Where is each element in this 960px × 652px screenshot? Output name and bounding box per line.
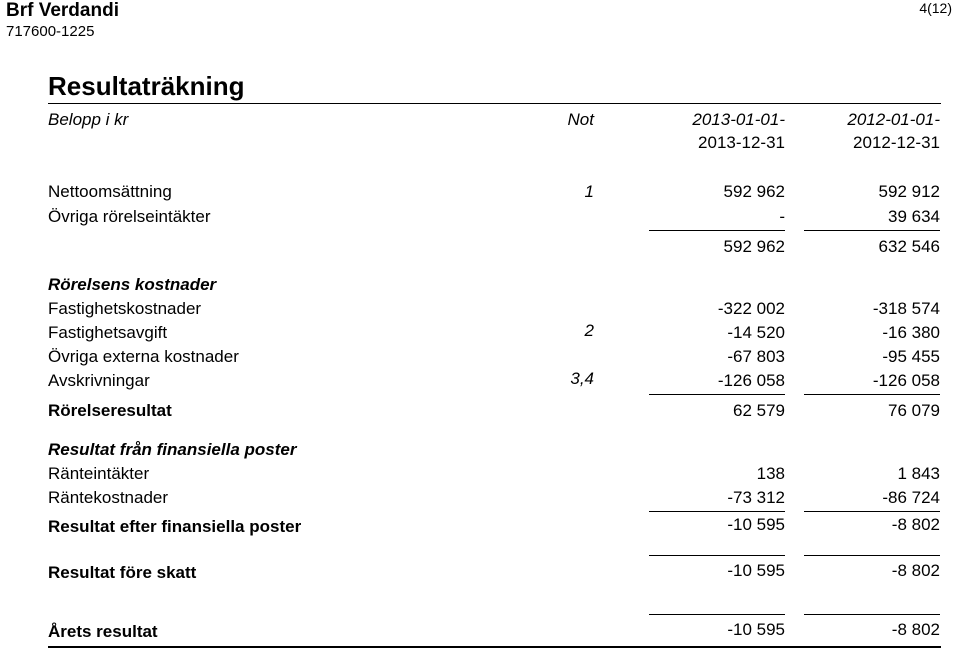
row-current-ovriga-intakter: - (779, 207, 785, 226)
row-prior-ovriga-intakter: 39 634 (888, 207, 940, 226)
skatt-rule-prior (804, 555, 940, 556)
sum-rule-current (649, 230, 785, 231)
column-header-note: Not (567, 110, 594, 129)
finans-rule-prior (804, 511, 940, 512)
section-heading-kostnader: Rörelsens kostnader (48, 275, 217, 294)
arets-rule-prior (804, 614, 940, 615)
row-current-arets-resultat: -10 595 (727, 620, 785, 639)
row-current-nettoomsattning: 592 962 (723, 182, 785, 201)
rorelse-rule-prior (804, 394, 940, 395)
page-number: 4(12) (919, 0, 952, 16)
row-label-fastighetskostnader: Fastighetskostnader (48, 299, 202, 318)
section-heading-finansiella: Resultat från finansiella poster (48, 440, 297, 459)
row-current-fastighetsavgift: -14 520 (727, 323, 785, 342)
row-label-avskrivningar: Avskrivningar (48, 371, 150, 390)
row-label-nettoomsattning: Nettoomsättning (48, 182, 172, 201)
sum-intakter-current: 592 962 (723, 237, 785, 256)
row-current-fastighetskostnader: -322 002 (717, 299, 785, 318)
company-name: Brf Verdandi (6, 0, 119, 21)
row-current-efter-finansiella: -10 595 (727, 515, 785, 534)
arets-rule-current (649, 614, 785, 615)
row-prior-efter-finansiella: -8 802 (891, 515, 940, 534)
row-label-rantekostnader: Räntekostnader (48, 488, 169, 507)
row-label-ovriga-intakter: Övriga rörelseintäkter (48, 207, 211, 226)
row-current-fore-skatt: -10 595 (727, 561, 785, 580)
bottom-rule (48, 646, 941, 648)
skatt-rule-current (649, 555, 785, 556)
row-prior-fastighetsavgift: -16 380 (882, 323, 940, 342)
column-header-prior-end: 2012-12-31 (853, 133, 940, 152)
row-note-avskrivningar: 3,4 (570, 369, 594, 388)
row-prior-ranteintakter: 1 843 (897, 464, 940, 483)
column-header-prior-start: 2012-01-01- (847, 110, 940, 129)
row-prior-externa: -95 455 (882, 347, 940, 366)
column-header-current-start: 2013-01-01- (692, 110, 785, 129)
row-label-efter-finansiella: Resultat efter finansiella poster (48, 517, 302, 536)
row-current-rorelseresultat: 62 579 (733, 401, 785, 420)
row-note-fastighetsavgift: 2 (584, 321, 594, 340)
column-header-label: Belopp i kr (48, 110, 129, 129)
row-prior-avskrivningar: -126 058 (872, 371, 940, 390)
row-note-nettoomsattning: 1 (584, 182, 594, 201)
row-label-ranteintakter: Ränteintäkter (48, 464, 150, 483)
row-label-arets-resultat: Årets resultat (48, 622, 158, 641)
rorelse-rule-current (649, 394, 785, 395)
row-current-externa: -67 803 (727, 347, 785, 366)
row-label-fore-skatt: Resultat före skatt (48, 563, 197, 582)
row-prior-rorelseresultat: 76 079 (888, 401, 940, 420)
org-number: 717600-1225 (6, 23, 95, 40)
finans-rule-current (649, 511, 785, 512)
page-title: Resultaträkning (48, 71, 245, 101)
row-prior-fastighetskostnader: -318 574 (872, 299, 940, 318)
title-rule (48, 103, 941, 104)
row-label-externa: Övriga externa kostnader (48, 347, 239, 366)
row-current-ranteintakter: 138 (756, 464, 785, 483)
row-current-rantekostnader: -73 312 (727, 488, 785, 507)
row-current-avskrivningar: -126 058 (717, 371, 785, 390)
row-prior-fore-skatt: -8 802 (891, 561, 940, 580)
row-prior-rantekostnader: -86 724 (882, 488, 940, 507)
sum-rule-prior (804, 230, 940, 231)
row-label-rorelseresultat: Rörelseresultat (48, 401, 172, 420)
sum-intakter-prior: 632 546 (878, 237, 940, 256)
column-header-current-end: 2013-12-31 (698, 133, 785, 152)
row-label-fastighetsavgift: Fastighetsavgift (48, 323, 168, 342)
row-prior-nettoomsattning: 592 912 (878, 182, 940, 201)
row-prior-arets-resultat: -8 802 (891, 620, 940, 639)
